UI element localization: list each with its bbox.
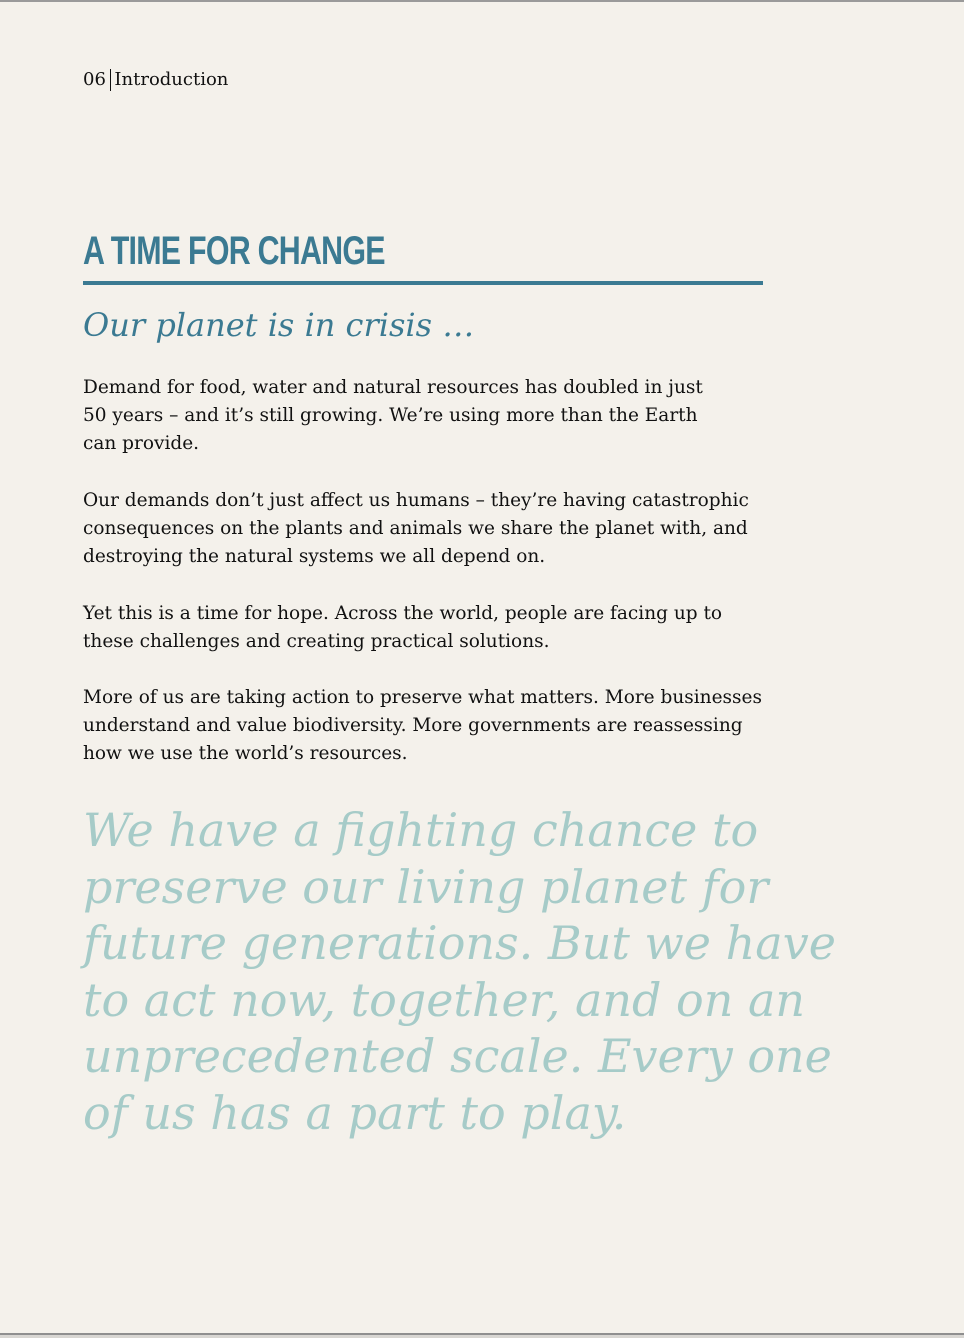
pull-quote (83, 802, 836, 1141)
pull-quote-line: of us has a part to play. (83, 1085, 627, 1140)
section-title: A TIME FOR CHANGE (83, 229, 385, 273)
pull-quote-line: preserve our living planet for (83, 859, 769, 914)
pull-quote-line: We have a fighting chance to (83, 803, 759, 857)
section-name: Introduction (114, 69, 229, 90)
paragraph-line: Demand for food, water and natural resources has doubled in just (83, 377, 703, 398)
pull-quote-line: future generations. But we have (83, 916, 836, 970)
pull-quote-line: to act now, together, and on an (83, 972, 806, 1027)
title-underline (83, 281, 763, 285)
subtitle: Our planet is in crisis … (83, 306, 475, 344)
paragraph-line: destroying the natural systems we all depend on. (83, 546, 546, 568)
paragraph-line: Our demands don’t just affect us humans – they’re having catastrophic (83, 490, 749, 511)
body-paragraph-2 (83, 487, 773, 572)
paragraph-line: how we use the world’s resources. (83, 743, 408, 765)
page-top-border (0, 0, 964, 2)
paragraph-line: these challenges and creating practical solutions. (83, 631, 550, 653)
page-number: 06 (83, 69, 106, 90)
paragraph-line: consequences on the plants and animals we share the planet with, and (83, 518, 748, 540)
paragraph-line: Yet this is a time for hope. Across the world, people are facing up to (83, 603, 723, 624)
paragraph-line: understand and value biodiversity. More governments are reassessing (83, 715, 743, 737)
body-paragraph-3 (83, 600, 773, 656)
running-header (83, 68, 228, 92)
paragraph-line: More of us are taking action to preserve what matters. More businesses (83, 687, 762, 708)
body-paragraph-1 (83, 374, 773, 459)
body-paragraph-4 (83, 684, 773, 769)
header-separator (110, 69, 112, 91)
page-bottom-border (0, 1333, 964, 1338)
paragraph-line: 50 years – and it’s still growing. We’re using more than the Earth (83, 405, 698, 427)
pull-quote-line: unprecedented scale. Every one (83, 1029, 832, 1083)
paragraph-line: can provide. (83, 433, 200, 455)
